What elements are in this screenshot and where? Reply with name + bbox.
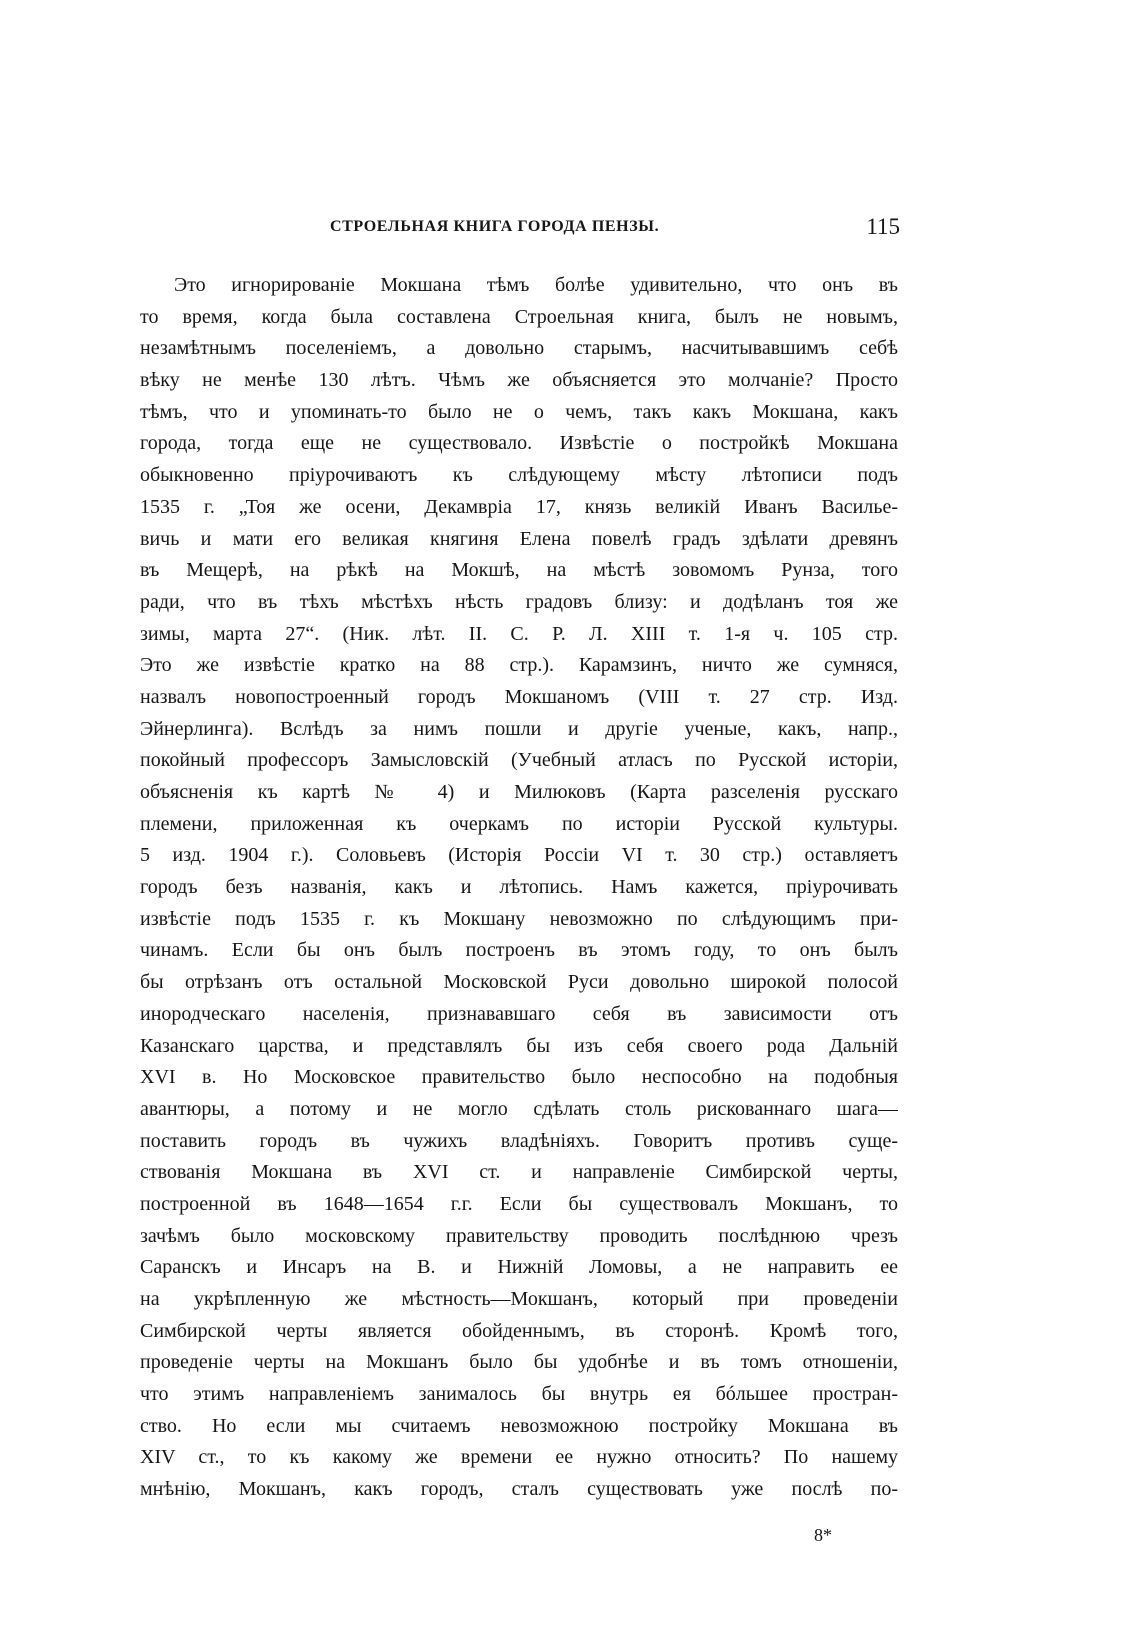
text-line: объясненія къ картѣ № 4) и Милюковъ (Карта разселенія русскаго bbox=[140, 781, 898, 803]
text-line: зимы, марта 27“. (Ник. лѣт. II. С. Р. Л. XIII т. 1-я ч. 105 стр. bbox=[140, 622, 898, 645]
text-line: тѣмъ, что и упоминать-то было не о чемъ, такъ какъ Мокшана, какъ bbox=[140, 400, 898, 423]
text-line: чинамъ. Если бы онъ былъ построенъ въ этомъ году, то онъ былъ bbox=[140, 939, 898, 962]
text-line: вичь и мати его великая княгиня Елена повелѣ градъ здѣлати древянъ bbox=[140, 527, 898, 550]
text-line: 1535 г. „Тоя же осени, Декамвріа 17, князь великій Иванъ Василье- bbox=[140, 495, 898, 518]
text-line: XVI в. Но Московское правительство было неспособно на подобныя bbox=[140, 1066, 898, 1089]
signature-mark: 8* bbox=[814, 1525, 832, 1545]
text-line: поставить городъ въ чужихъ владѣніяхъ. Говоритъ противъ суще- bbox=[140, 1129, 898, 1152]
page-number: 115 bbox=[866, 214, 900, 239]
text-line: назвалъ новопостроенный городъ Мокшаномъ (VIII т. 27 стр. Изд. bbox=[140, 685, 898, 708]
text-line: племени, приложенная къ очеркамъ по исторіи Русской культуры. bbox=[140, 812, 898, 835]
text-line: вѣку не менѣе 130 лѣтъ. Чѣмъ же объясняется это молчаніе? Просто bbox=[140, 369, 898, 392]
text-line: на укрѣпленную же мѣстность—Мокшанъ, который при проведеніи bbox=[140, 1288, 898, 1310]
text-line: Саранскъ и Инсаръ на В. и Нижній Ломовы, а не направить ее bbox=[140, 1256, 898, 1279]
text-line: зачѣмъ было московскому правительству проводить послѣднюю чрезъ bbox=[140, 1224, 898, 1247]
text-line: ство. Но если мы считаемъ невозможною постройку Мокшана въ bbox=[140, 1414, 898, 1437]
text-line: XIV ст., то къ какому же времени ее нужно относить? По нашему bbox=[140, 1446, 898, 1469]
text-line: построенной въ 1648—1654 г.г. Если бы существовалъ Мокшанъ, то bbox=[140, 1192, 898, 1215]
text-line: извѣстіе подъ 1535 г. къ Мокшану невозможно по слѣдующимъ при- bbox=[140, 907, 898, 930]
text-line: обыкновенно пріурочиваютъ къ слѣдующему мѣсту лѣтописи подъ bbox=[140, 464, 898, 487]
text-line: 5 изд. 1904 г.). Соловьевъ (Исторія Россіи VI т. 30 стр.) оставляетъ bbox=[140, 844, 898, 867]
body-text bbox=[140, 270, 898, 1506]
text-line: Это же извѣстіе кратко на 88 стр.). Карамзинъ, ничто же сумняся, bbox=[140, 654, 898, 677]
text-line: городъ безъ названія, какъ и лѣтопись. Намъ кажется, пріурочивать bbox=[140, 876, 898, 899]
text-line: бы отрѣзанъ отъ остальной Московской Руси довольно широкой полосой bbox=[140, 971, 898, 994]
running-head bbox=[140, 214, 900, 244]
text-line: ствованія Мокшана въ XVI ст. и направленіе Симбирской черты, bbox=[140, 1161, 898, 1184]
text-line: мнѣнію, Мокшанъ, какъ городъ, сталъ существовать уже послѣ по- bbox=[140, 1478, 898, 1501]
text-line: незамѣтнымъ поселеніемъ, а довольно старымъ, насчитывавшимъ себѣ bbox=[140, 337, 898, 360]
text-line: проведеніе черты на Мокшанъ было бы удобнѣе и въ томъ отношеніи, bbox=[140, 1351, 898, 1374]
text-line: Казанскаго царства, и представлялъ бы изъ себя своего рода Дальній bbox=[140, 1034, 898, 1057]
running-title: СТРОЕЛЬНАЯ КНИГА ГОРОДА ПЕНЗЫ. bbox=[330, 218, 660, 235]
text-line: Это игнорированіе Мокшана тѣмъ болѣе удивительно, что онъ въ bbox=[174, 274, 898, 296]
text-line: авантюры, а потому и не могло сдѣлать столь рискованнаго шага— bbox=[140, 1097, 898, 1120]
text-line: то время, когда была составлена Строельная книга, былъ не новымъ, bbox=[140, 305, 898, 328]
text-line: Симбирской черты является обойденнымъ, въ сторонѣ. Кромѣ того, bbox=[140, 1319, 898, 1342]
text-line: ради, что въ тѣхъ мѣстѣхъ нѣсть градовъ близу: и додѣланъ тоя же bbox=[140, 590, 898, 613]
text-line: города, тогда еще не существовало. Извѣстіе о постройкѣ Мокшана bbox=[140, 432, 898, 455]
text-line: что этимъ направленіемъ занималось бы внутрь ея бóльшее простран- bbox=[140, 1383, 898, 1406]
text-line: Эйнерлинга). Вслѣдъ за нимъ пошли и другіе ученые, какъ, напр., bbox=[140, 717, 898, 740]
text-line: инородческаго населенія, признававшаго себя въ зависимости отъ bbox=[140, 1002, 898, 1025]
text-line: покойный профессоръ Замысловскій (Учебный атласъ по Русской исторіи, bbox=[140, 749, 898, 772]
text-line: въ Мещерѣ, на рѣкѣ на Мокшѣ, на мѣстѣ зовомомъ Рунза, того bbox=[140, 559, 898, 582]
